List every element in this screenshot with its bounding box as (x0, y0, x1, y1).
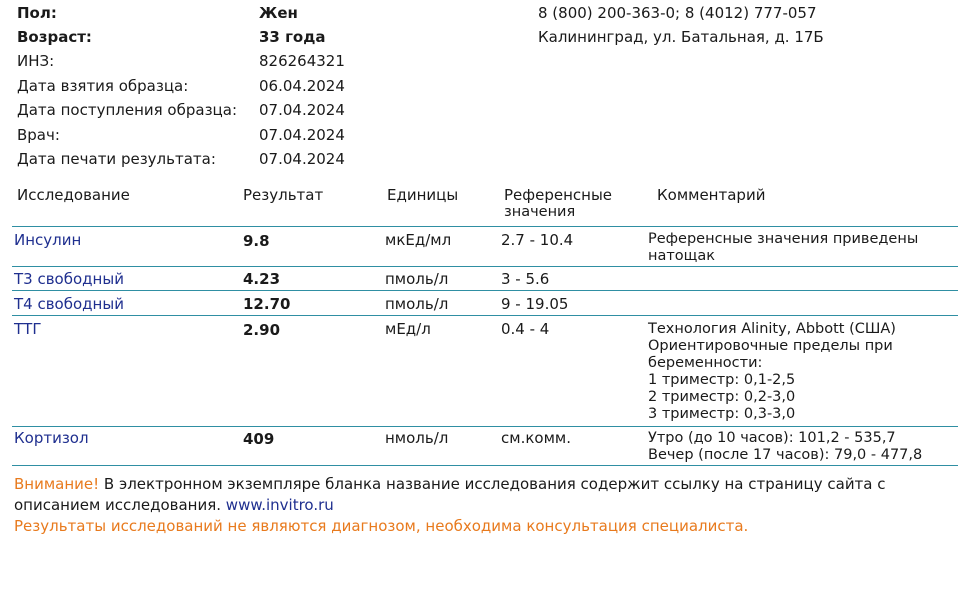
test-name-insulin[interactable]: Инсулин (14, 231, 82, 249)
notice-link[interactable]: www.invitro.ru (225, 496, 334, 514)
table-divider (12, 426, 958, 427)
inz-label: ИНЗ: (17, 52, 55, 70)
result-insulin: 9.8 (243, 232, 270, 250)
reference-t3: 3 - 5.6 (501, 270, 550, 288)
result-t4: 12.70 (243, 295, 291, 313)
contact-phones: 8 (800) 200-363-0; 8 (4012) 777-057 (538, 4, 817, 22)
print-date-value: 07.04.2024 (259, 150, 345, 168)
doctor-label: Врач: (17, 126, 60, 144)
table-divider (12, 465, 958, 466)
age-label: Возраст: (17, 28, 92, 46)
print-date-label: Дата печати результата: (17, 150, 216, 168)
age-value: 33 года (259, 28, 326, 46)
test-name-tsh[interactable]: ТТГ (14, 320, 42, 338)
test-name-t3[interactable]: Т3 свободный (14, 270, 124, 288)
sample-received-label: Дата поступления образца: (17, 101, 237, 119)
header-reference: Референсные (504, 186, 613, 204)
sex-value: Жен (259, 4, 298, 22)
notice-disclaimer: Результаты исследований не являются диагнозом, необходима консультация специалиста. (14, 517, 749, 535)
test-name-t4[interactable]: Т4 свободный (14, 295, 124, 313)
comment-line: Утро (до 10 часов): 101,2 - 535,7 (648, 430, 896, 446)
units-t3: пмоль/л (385, 270, 449, 288)
units-cortisol: нмоль/л (385, 429, 449, 447)
units-tsh: мЕд/л (385, 320, 431, 338)
result-t3: 4.23 (243, 270, 281, 288)
comment-line: Технология Alinity, Abbott (США) (648, 321, 896, 337)
notice-paragraph (14, 474, 958, 516)
reference-cortisol: см.комм. (501, 429, 571, 447)
test-name-cortisol[interactable]: Кортизол (14, 429, 89, 447)
notice-attention: Внимание! (14, 475, 100, 493)
comment-line: беременности: (648, 355, 763, 371)
comment-insulin (648, 231, 918, 265)
doctor-value: 07.04.2024 (259, 126, 345, 144)
contact-address: Калининград, ул. Батальная, д. 17Б (538, 28, 824, 46)
comment-cortisol (648, 430, 922, 464)
comment-line: 1 триместр: 0,1-2,5 (648, 372, 796, 388)
units-t4: пмоль/л (385, 295, 449, 313)
header-result: Результат (243, 186, 324, 204)
sex-label: Пол: (17, 4, 57, 22)
result-tsh: 2.90 (243, 321, 281, 339)
units-insulin: мкЕд/мл (385, 231, 452, 249)
header-reference-line2: значения (504, 204, 576, 220)
sample-received-value: 07.04.2024 (259, 101, 345, 119)
comment-line: Ориентировочные пределы при (648, 338, 893, 354)
header-comment: Комментарий (657, 186, 766, 204)
comment-line: 3 триместр: 0,3-3,0 (648, 406, 796, 422)
table-divider (12, 226, 958, 227)
header-test: Исследование (17, 186, 130, 204)
reference-tsh: 0.4 - 4 (501, 320, 550, 338)
table-divider (12, 315, 958, 316)
sample-taken-value: 06.04.2024 (259, 77, 345, 95)
comment-line: натощак (648, 248, 715, 264)
reference-insulin: 2.7 - 10.4 (501, 231, 574, 249)
sample-taken-label: Дата взятия образца: (17, 77, 189, 95)
table-divider (12, 290, 958, 291)
comment-tsh (648, 321, 896, 423)
result-cortisol: 409 (243, 430, 275, 448)
comment-line: Референсные значения приведены (648, 231, 919, 247)
inz-value: 826264321 (259, 52, 345, 70)
reference-t4: 9 - 19.05 (501, 295, 569, 313)
table-divider (12, 266, 958, 267)
notice-text: В электронном экземпляре бланка название исследования содержит ссылку на страницу сайта с описанием исследования. (14, 475, 886, 514)
comment-line: Вечер (после 17 часов): 79,0 - 477,8 (648, 447, 923, 463)
comment-line: 2 триместр: 0,2-3,0 (648, 389, 796, 405)
header-units: Единицы (387, 186, 459, 204)
